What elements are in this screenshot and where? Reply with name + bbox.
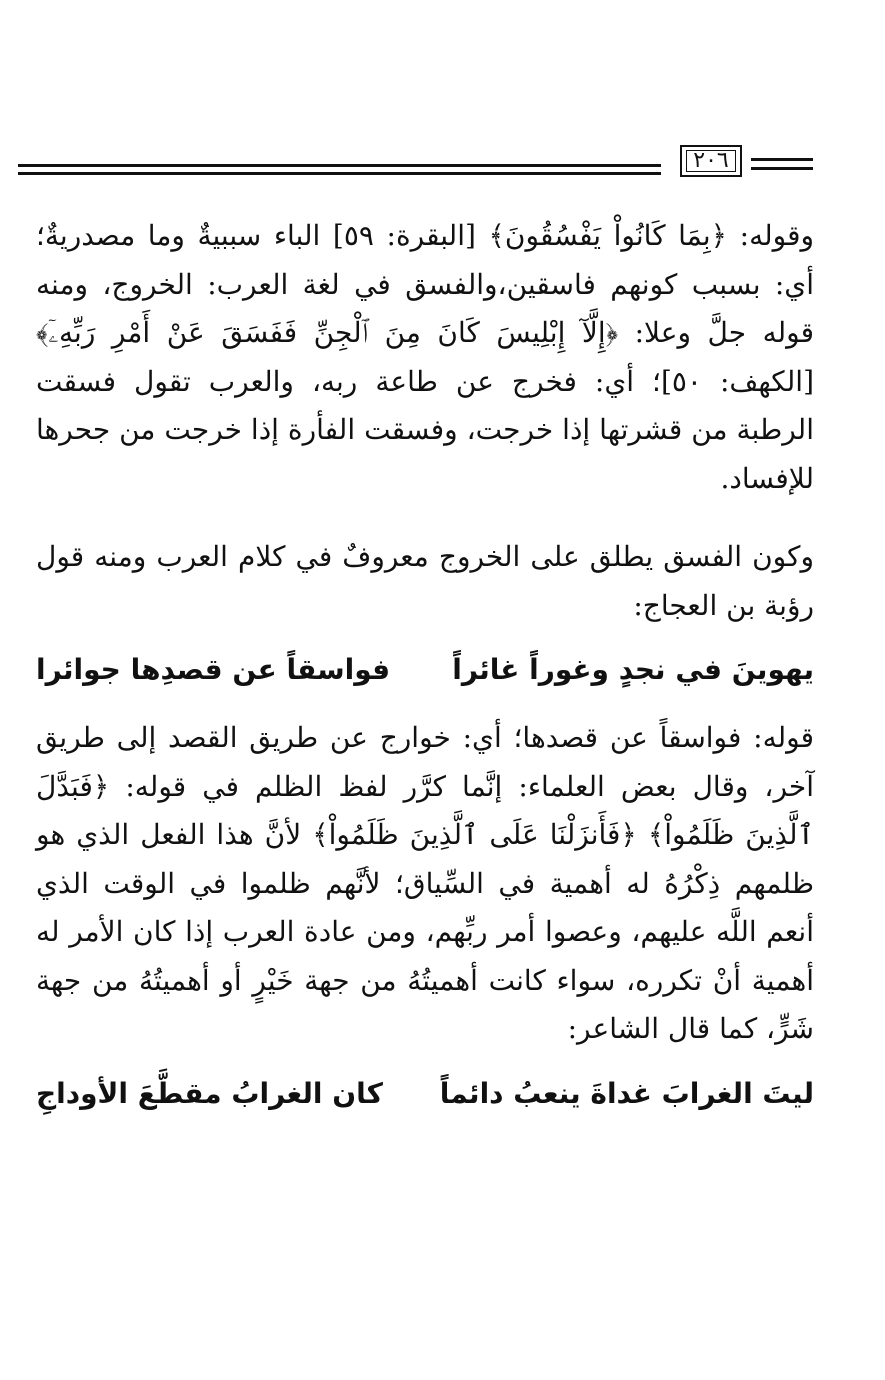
page-header <box>18 145 813 181</box>
verse-first-hemistich: ليتَ الغرابَ غداةَ ينعبُ دائماً <box>439 1076 814 1110</box>
poem-verse <box>36 644 814 696</box>
header-rule <box>18 164 661 167</box>
verse-second-hemistich: كان الغرابُ مقطَّعَ الأوداجِ <box>36 1076 383 1110</box>
page-body <box>36 212 814 1138</box>
verse-first-hemistich: يهوينَ في نجدٍ وغوراً غائراً <box>452 653 814 686</box>
verse-second-hemistich: فواسقاً عن قصدِها جوائرا <box>36 653 391 686</box>
paragraph: وكون الفسق يطلق على الخروج معروفٌ في كلام العرب ومنه قول رؤبة بن العجاج: <box>36 540 814 622</box>
paragraph: وقوله: ﴿بِمَا كَانُواْ يَفْسُقُونَ﴾ [البقرة: ٥٩] الباء سببيةٌ وما مصدريةٌ؛ أي: بسبب كونهم فاسقين،والفسق في لغة العرب: الخروج، ومنه قوله جلَّ وعلا: ﴿إِلَّآ إِبْلِيسَ كَانَ مِنَ ٱلْجِنِّ فَفَسَقَ عَنْ أَمْرِ رَبِّهِۦٓ﴾ [الكهف: ٥٠]؛ أي: فخرج عن طاعة ربه، والعرب تقول فسقت الرطبة من قشرتها إذا خرجت، وفسقت الفأرة إذا خرجت من جحرها للإفساد. <box>36 219 815 495</box>
header-rule <box>18 172 661 175</box>
paragraph: قوله: فواسقاً عن قصدها؛ أي: خوارج عن طريق القصد إلى طريق آخر، وقال بعض العلماء: إنَّما كرَّر لفظ الظلم في قوله: ﴿فَبَدَّلَ ٱلَّذِينَ ظَلَمُواْ﴾ ﴿فَأَنزَلْنَا عَلَى ٱلَّذِينَ ظَلَمُواْ﴾ لأنَّ هذا الفعل الذي هو ظلمهم ذِكْرُهُ له أهمية في السِّياق؛ لأنَّهم ظلموا في الوقت الذي أنعم اللَّه عليهم، وعصوا أمر ربِّهم، ومن عادة العرب إذا كان الأمر له أهمية أنْ تكرره، سواء كانت أهميتُهُ من جهة خَيْرٍ أو أهميتُهُ من جهة شَرٍّ، كما قال الشاعر: <box>36 721 814 1045</box>
header-rule <box>751 158 813 161</box>
header-rule <box>751 167 813 170</box>
page-number: ٢٠٦ <box>680 145 742 177</box>
poem-verse <box>36 1068 814 1120</box>
